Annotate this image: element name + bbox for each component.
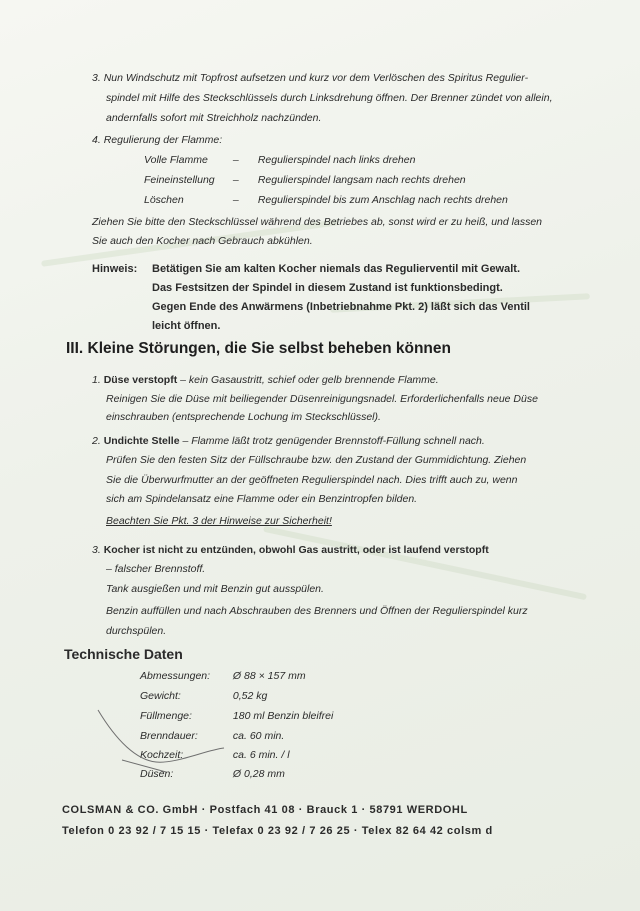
spec-value: Ø 88 × 157 mm: [232, 670, 306, 682]
hinweis-label: Hinweis:: [92, 263, 138, 275]
spec-key: Düsen:: [140, 768, 174, 780]
flame-row-dash: –: [232, 194, 239, 206]
flame-row-text: Regulierspindel bis zum Anschlag nach rechts drehen: [257, 194, 508, 206]
step-number: 1.: [92, 374, 101, 386]
spec-key: Abmessungen:: [140, 670, 211, 682]
trouble3-line4: durchspülen.: [106, 625, 167, 637]
trouble1-heading: [92, 370, 439, 390]
trouble-desc: – kein Gasaustritt, schief oder gelb brennende Flamme.: [177, 374, 439, 386]
trouble3-line3: Benzin auffüllen und nach Abschrauben des Brenners und Öffnen der Regulierspindel kurz: [106, 605, 528, 617]
flame-row-dash: –: [232, 174, 239, 186]
pencil-mark: [96, 700, 226, 780]
spec-value: 0,52 kg: [232, 690, 268, 702]
trouble3-line1: – falscher Brennstoff.: [106, 563, 206, 575]
footer-contact: Telefon 0 23 92 / 7 15 15 · Telefax 0 23 92 / 7 26 25 · Telex 82 64 42 colsm d: [62, 825, 493, 837]
step-number: 4.: [92, 134, 101, 146]
spec-key: Füllmenge:: [140, 710, 192, 722]
safety-reference: Beachten Sie Pkt. 3 der Hinweise zur Sicherheit!: [106, 515, 332, 527]
flame-row-label: Löschen: [144, 194, 184, 206]
trouble2-line1: Prüfen Sie den festen Sitz der Füllschraube bzw. den Zustand der Gummidichtung. Ziehen: [106, 454, 527, 466]
trouble3-line2: Tank ausgießen und mit Benzin gut ausspülen.: [106, 583, 324, 595]
step-number: 2.: [92, 435, 101, 447]
tech-data-heading: Technische Daten: [64, 646, 183, 662]
footer-address: COLSMAN & CO. GmbH · Postfach 41 08 · Brauck 1 · 58791 WERDOHL: [62, 804, 468, 816]
spec-row: [140, 670, 306, 682]
spec-value: ca. 6 min. / l: [232, 749, 290, 761]
spec-value: 180 ml Benzin bleifrei: [232, 710, 334, 722]
hinweis-line: Das Festsitzen der Spindel in diesem Zustand ist funktionsbedingt.: [152, 282, 503, 294]
trouble-desc: – Flamme läßt trotz genügender Brennstoff-Füllung schnell nach.: [179, 435, 485, 447]
spec-key: Kochzeit:: [140, 749, 184, 761]
step4-note-line1: Ziehen Sie bitte den Steckschlüssel während des Betriebes ab, sonst wird er zu heiß, und lassen: [92, 216, 542, 228]
step-text: Nun Windschutz mit Topfrost aufsetzen und kurz vor dem Verlöschen des Spiritus Regulier-: [103, 72, 529, 84]
trouble2-line2: Sie die Überwurfmutter an der geöffneten Regulierspindel nach. Dies trifft auch zu, wenn: [106, 474, 518, 486]
flame-row-label: Volle Flamme: [144, 154, 208, 166]
hinweis-line: leicht öffnen.: [152, 320, 221, 332]
spec-value: ca. 60 min.: [232, 730, 285, 742]
step3-line3: andernfalls sofort mit Streichholz nachzünden.: [106, 112, 322, 124]
step3-line2: spindel mit Hilfe des Steckschlüssels durch Linksdrehung öffnen. Der Brenner zündet von allein,: [106, 92, 553, 104]
trouble1-line1: Reinigen Sie die Düse mit beiliegender Düsenreinigungsnadel. Erforderlichenfalls neue Düse: [106, 393, 538, 405]
flame-row-text: Reguliersp​indel nach links drehen: [257, 154, 416, 166]
hinweis-line: Betätigen Sie am kalten Kocher niemals das Regulierventil mit Gewalt.: [152, 263, 521, 275]
step-title: Regulierung der Flamme:: [103, 134, 223, 146]
spec-key: Brenndauer:: [140, 730, 198, 742]
step4-heading: [92, 130, 222, 150]
trouble3-heading: [92, 540, 489, 560]
trouble2-heading: [92, 431, 485, 451]
hinweis-text: [152, 260, 592, 336]
flame-row: [144, 170, 466, 190]
step3-line1: [92, 68, 528, 88]
section-heading: III. Kleine Störungen, die Sie selbst beheben können: [66, 340, 451, 357]
trouble-title: Undichte Stelle: [103, 435, 180, 447]
spec-value: Ø 0,28 mm: [232, 768, 285, 780]
flame-row-text: Regulierspindel langsam nach rechts drehen: [257, 174, 466, 186]
flame-row-dash: –: [232, 154, 239, 166]
trouble1-line2: einschrauben (entsprechende Lochung im Steckschlüssel).: [106, 411, 381, 423]
spec-key: Gewicht:: [140, 690, 181, 702]
step-number: 3.: [92, 72, 101, 84]
flame-row: [144, 190, 508, 210]
step4-note-line2: Sie auch den Kocher nach Gebrauch abkühlen.: [92, 235, 313, 247]
flame-row-label: Feineinstellung: [144, 174, 215, 186]
trouble2-line3: sich am Spindelansatz eine Flamme oder ein Benzintropfen bilden.: [106, 493, 418, 505]
trouble-title: Düse verstopft: [103, 374, 178, 386]
flame-row: [144, 150, 415, 170]
hinweis-line: Gegen Ende des Anwärmens (Inbetriebnahme Pkt. 2) läßt sich das Ventil: [152, 301, 530, 313]
trouble-title: Kocher ist nicht zu entzünden, obwohl Gas austritt, oder ist laufend verstopft: [103, 544, 489, 556]
step-number: 3.: [92, 544, 101, 556]
